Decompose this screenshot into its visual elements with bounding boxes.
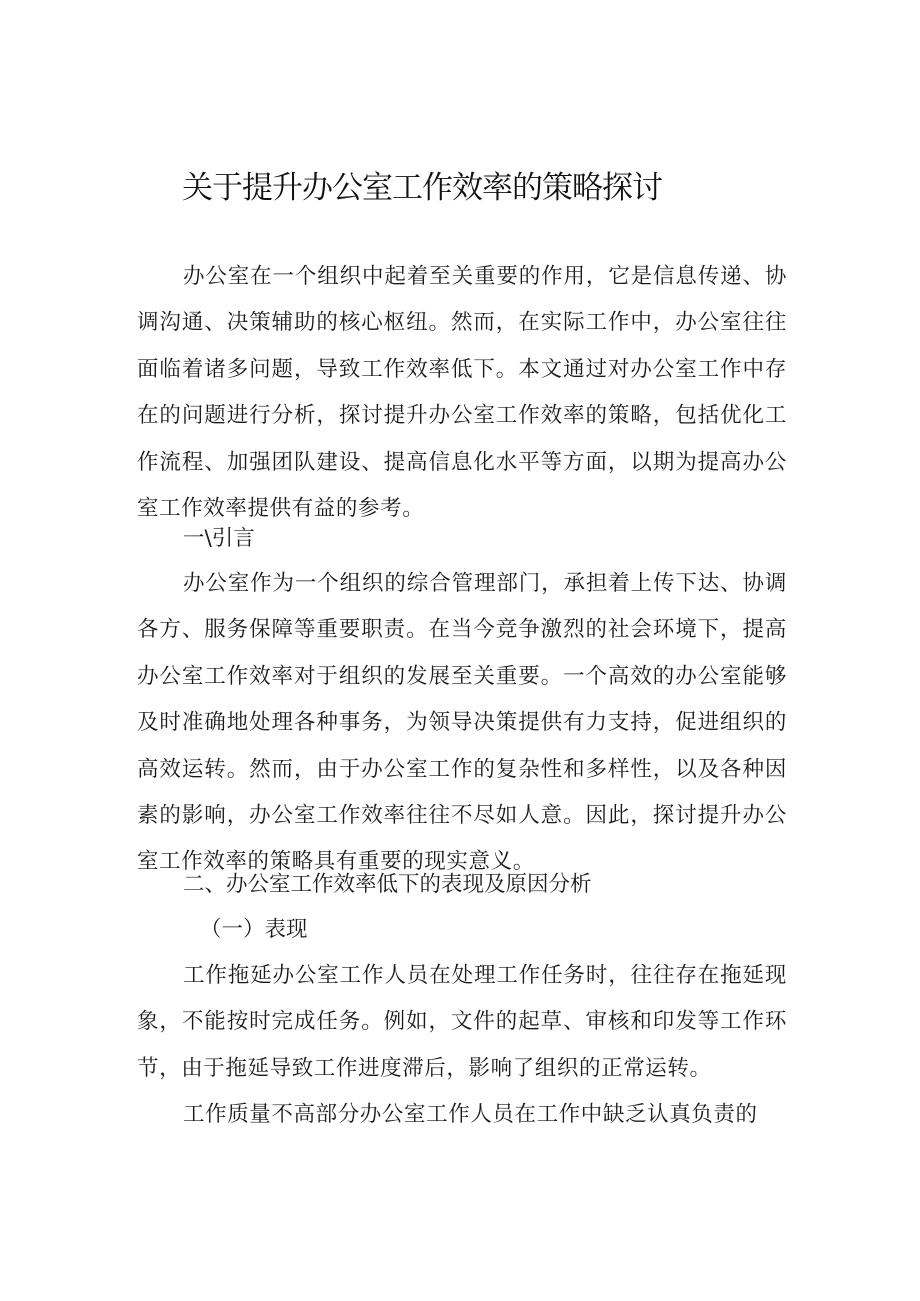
procrastination-paragraph: 工作拖延办公室工作人员在处理工作任务时，往往存在拖延现象，不能按时完成任务。例如，文件的起草、审核和印发等工作环节，由于拖延导致工作进度滞后，影响了组织的正常运转。 bbox=[137, 963, 787, 1081]
section-heading-introduction: 一\引言 bbox=[183, 526, 255, 551]
quality-paragraph: 工作质量不高部分办公室工作人员在工作中缺乏认真负责的 bbox=[183, 1102, 758, 1127]
section-heading-analysis: 二、办公室工作效率低下的表现及原因分析 bbox=[183, 872, 592, 897]
introduction-paragraph: 办公室作为一个组织的综合管理部门，承担着上传下达、协调各方、服务保障等重要职责。在当今竞争激烈的社会环境下，提高办公室工作效率对于组织的发展至关重要。一个高效的办公室能够及时准确地处理各种事务，为领导决策提供有力支持，促进组织的高效运转。然而，由于办公室工作的复杂性和多样性，以及各种因素的影响，办公室工作效率往往不尽如人意。因此，探讨提升办公室工作效率的策略具有重要的现实意义。 bbox=[137, 571, 787, 875]
subsection-heading-manifestation: （一）表现 bbox=[200, 917, 308, 942]
abstract-paragraph: 办公室在一个组织中起着至关重要的作用，它是信息传递、协调沟通、决策辅助的核心枢纽。然而，在实际工作中，办公室往往面临着诸多问题，导致工作效率低下。本文通过对办公室工作中存在的问题进行分析，探讨提升办公室工作效率的策略，包括优化工作流程、加强团队建设、提高信息化水平等方面，以期为提高办公室工作效率提供有益的参考。 bbox=[137, 264, 787, 522]
document-title: 关于提升办公室工作效率的策略探讨 bbox=[182, 170, 662, 206]
